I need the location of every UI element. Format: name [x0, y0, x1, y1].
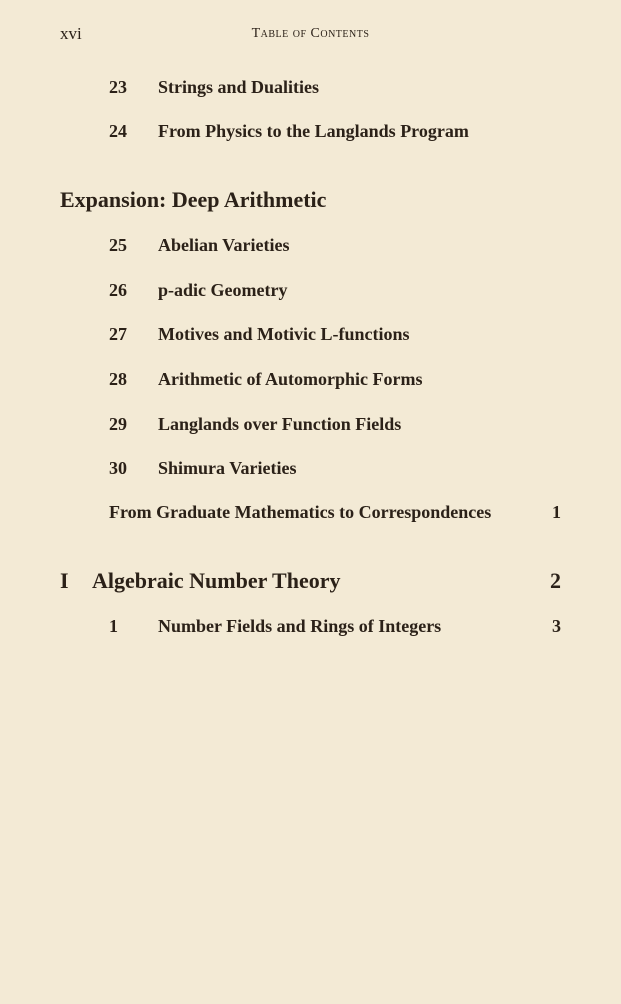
page-header: [60, 24, 561, 46]
interlude-page: 1: [552, 502, 561, 522]
chapter-number: 27: [109, 324, 127, 344]
chapter-title[interactable]: Motives and Motivic L-functions: [158, 324, 410, 344]
chapter-page: 3: [552, 616, 561, 636]
part-number: I: [60, 568, 69, 593]
chapter-number: 30: [109, 458, 127, 478]
section-heading[interactable]: Expansion: Deep Arithmetic: [60, 187, 327, 212]
part-title[interactable]: Algebraic Number Theory: [92, 568, 341, 593]
chapter-number: 1: [109, 616, 118, 636]
page-number: xvi: [60, 24, 82, 43]
running-title: Table of Contents: [251, 26, 370, 41]
chapter-number: 28: [109, 369, 127, 389]
chapter-number: 24: [109, 121, 127, 141]
interlude-title[interactable]: From Graduate Mathematics to Correspondences: [109, 502, 492, 522]
chapter-number: 25: [109, 235, 127, 255]
chapter-title[interactable]: From Physics to the Langlands Program: [158, 121, 469, 141]
chapter-title[interactable]: p-adic Geometry: [158, 280, 288, 300]
chapter-title[interactable]: Langlands over Function Fields: [158, 414, 402, 434]
chapter-title[interactable]: Abelian Varieties: [158, 235, 290, 255]
chapter-title[interactable]: Shimura Varieties: [158, 458, 297, 478]
chapter-number: 23: [109, 77, 127, 97]
chapter-number: 26: [109, 280, 127, 300]
part-page: 2: [550, 568, 561, 593]
chapter-title[interactable]: Arithmetic of Automorphic Forms: [158, 369, 423, 389]
chapter-title[interactable]: Strings and Dualities: [158, 77, 320, 97]
chapter-title[interactable]: Number Fields and Rings of Integers: [158, 616, 442, 636]
chapter-number: 29: [109, 414, 127, 434]
